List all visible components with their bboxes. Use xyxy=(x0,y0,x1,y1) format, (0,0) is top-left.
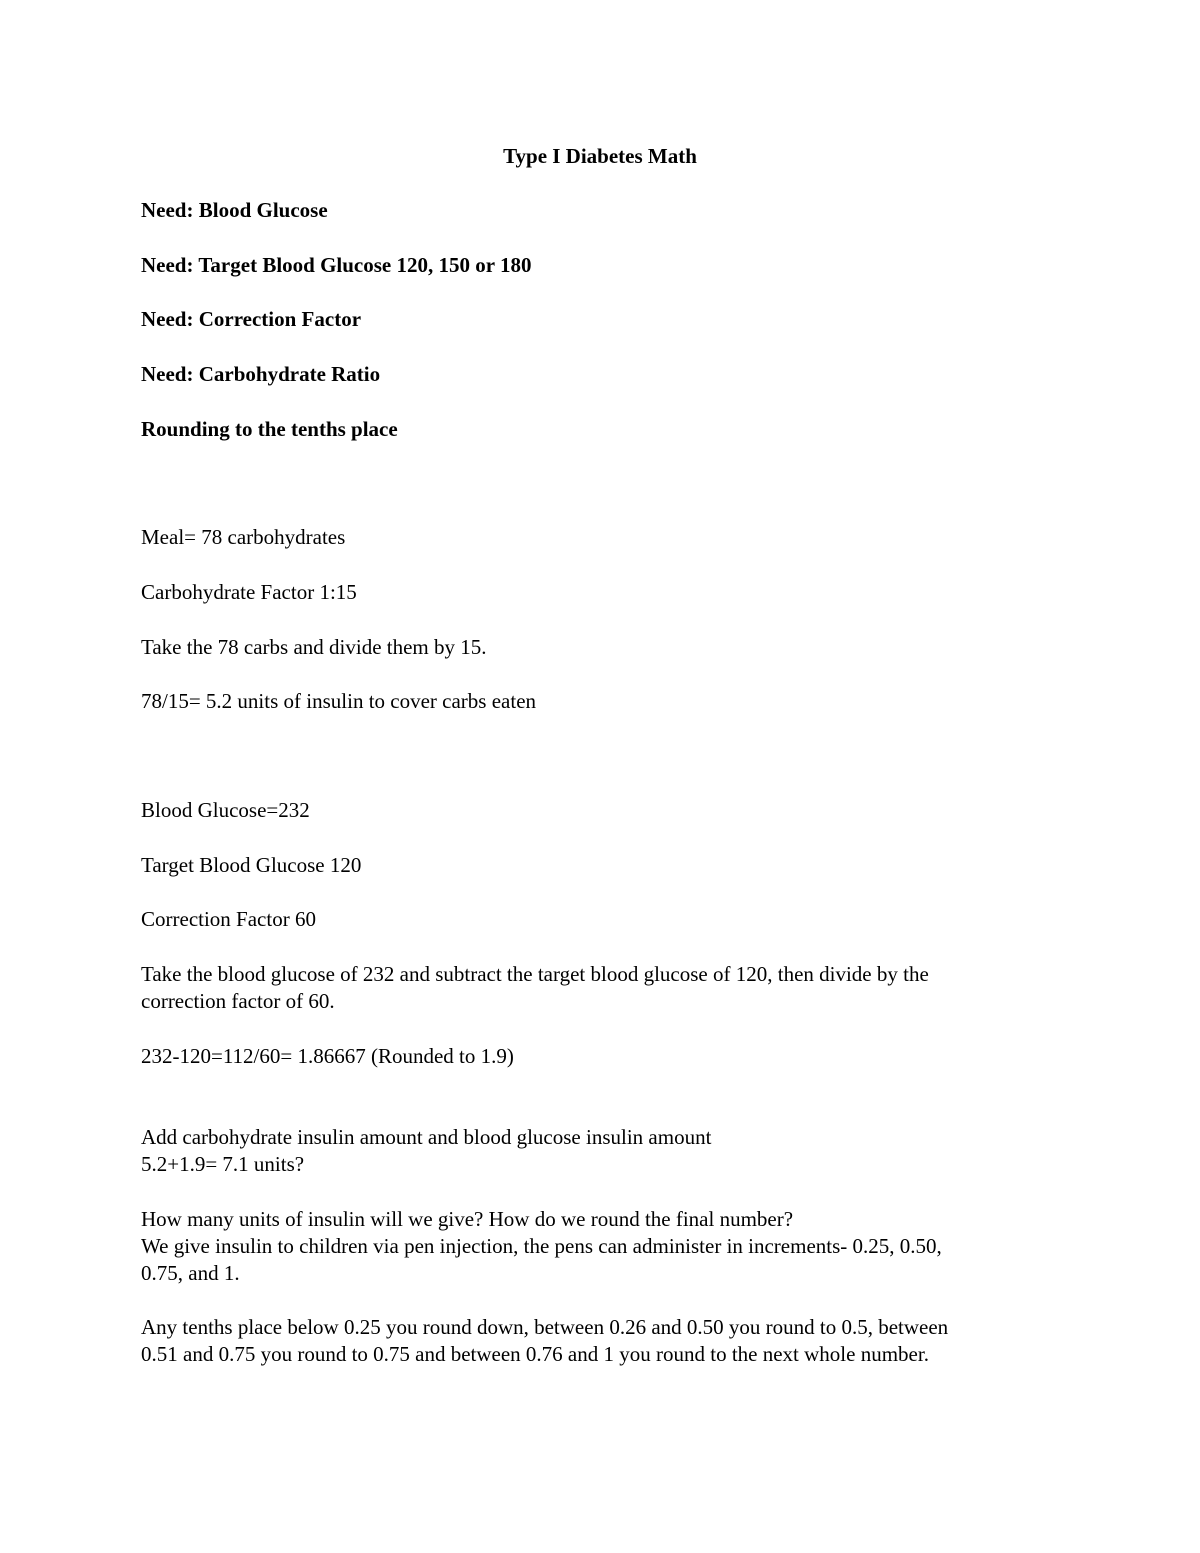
glucose-instruction-line1: Take the blood glucose of 232 and subtract the target blood glucose of 120, then divide by the xyxy=(141,962,929,986)
correction-factor-value: Correction Factor 60 xyxy=(141,907,316,931)
glucose-instruction-line2: correction factor of 60. xyxy=(141,989,335,1013)
carb-factor: Carbohydrate Factor 1:15 xyxy=(141,580,357,604)
question-line1: How many units of insulin will we give? How do we round the final number? xyxy=(141,1207,794,1231)
question-line2: We give insulin to children via pen injection, the pens can administer in increments- 0.25, 0.50, xyxy=(141,1234,942,1258)
document-title: Type I Diabetes Math xyxy=(503,144,697,168)
need-target-blood-glucose: Need: Target Blood Glucose 120, 150 or 180 xyxy=(141,253,532,277)
rounding-rule-line1: Any tenths place below 0.25 you round down, between 0.26 and 0.50 you round to 0.5, between xyxy=(141,1315,949,1339)
rounding-rule-line2: 0.51 and 0.75 you round to 0.75 and between 0.76 and 1 you round to the next whole number. xyxy=(141,1342,929,1366)
meal-carbs: Meal= 78 carbohydrates xyxy=(141,525,346,549)
need-blood-glucose: Need: Blood Glucose xyxy=(141,198,328,222)
glucose-result: 232-120=112/60= 1.86667 (Rounded to 1.9) xyxy=(141,1044,514,1068)
question-line3: 0.75, and 1. xyxy=(141,1261,240,1285)
target-blood-glucose-value: Target Blood Glucose 120 xyxy=(141,853,362,877)
total-instruction: Add carbohydrate insulin amount and blood glucose insulin amount xyxy=(141,1125,712,1149)
carb-result: 78/15= 5.2 units of insulin to cover carbs eaten xyxy=(141,689,537,713)
need-carbohydrate-ratio: Need: Carbohydrate Ratio xyxy=(141,362,381,386)
need-correction-factor: Need: Correction Factor xyxy=(141,307,362,331)
total-result: 5.2+1.9= 7.1 units? xyxy=(141,1152,305,1176)
blood-glucose-value: Blood Glucose=232 xyxy=(141,798,310,822)
carb-instruction: Take the 78 carbs and divide them by 15. xyxy=(141,635,487,659)
rounding-heading: Rounding to the tenths place xyxy=(141,417,398,441)
